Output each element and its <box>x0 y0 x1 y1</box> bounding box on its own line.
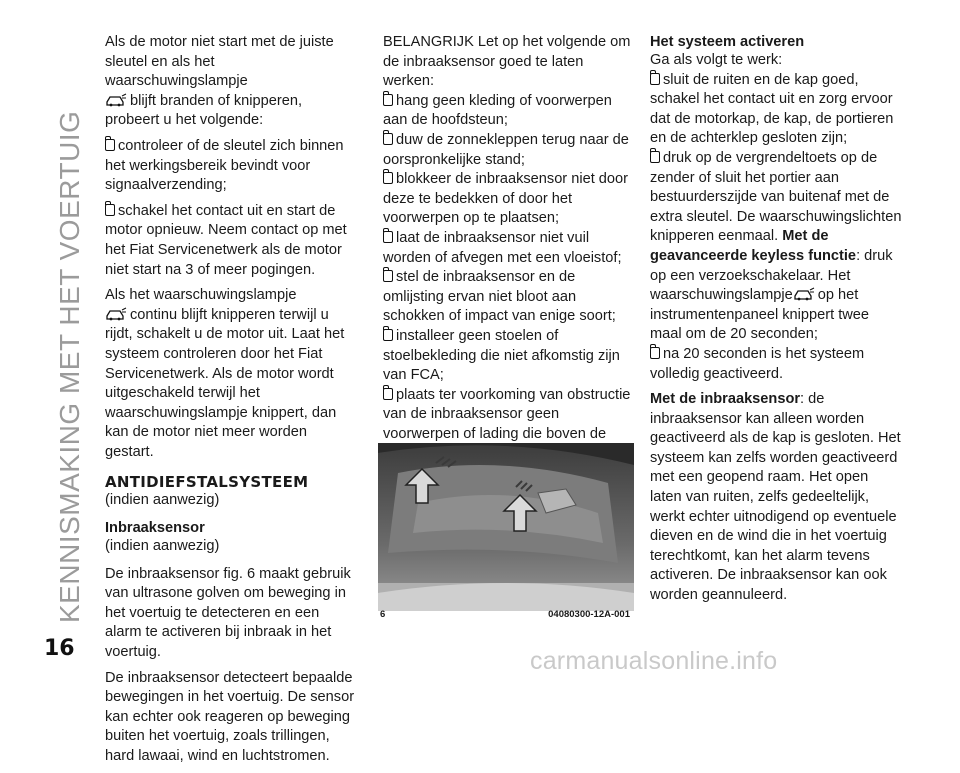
paragraph-warning: Als het waarschuwingslampje continu blijft knipperen terwijl u rijdt, schakelt u de motor uit. Laat het systeem controleren door het Fiat Servicenetwerk. Als de motor wordt uitgeschakeld terwijl het waarschuwingslampje knippert, dan kan de motor niet meer worden gestart. <box>105 287 345 460</box>
intrusion-sensor-photo <box>378 443 634 611</box>
bullet-icon <box>650 151 660 163</box>
activation-heading: Het systeem activeren <box>650 34 805 50</box>
column-3 <box>650 33 902 612</box>
chapter-title: KENNISMAKING MET HET VOERTUIG <box>54 110 85 623</box>
page-number: 16 <box>44 636 75 661</box>
paragraph-sensor-1: De inbraaksensor fig. 6 maakt gebruik van ultrasone golven om beweging in het voertuig te detecteren en een alarm te activeren bij inbraak in het voertuig. <box>105 565 351 661</box>
car-key-warning-icon <box>105 93 127 107</box>
car-key-warning-icon <box>793 287 815 301</box>
paragraph-important: BELANGRIJK Let op het volgende om de inbraaksensor goed te laten werken: <box>383 34 631 90</box>
bullet-item: na 20 seconden is het systeem volledig geactiveerd. <box>650 345 865 382</box>
paragraph-sensor-activation: Met de inbraaksensor: de inbraaksensor kan alleen worden geactiveerd als de kap is gesloten. Het systeem kan zelfs worden geactiveerd met een geopend raam. Het open laten van ruiten, zelfs gedeeltelijk, werkt echter uitnodigend op eventuele dieven en de wind die in het voertuig terechtkomt, kan het alarm tevens activeren. De inbraaksensor kan ook worden geannuleerd. <box>650 391 901 604</box>
bullet-icon <box>383 133 393 145</box>
bullet-item: schakel het contact uit en start de motor opnieuw. Neem contact op met het Fiat Servicenetwerk als de motor niet start na 3 of meer pogingen. <box>105 202 347 278</box>
figure-caption <box>378 609 634 623</box>
subsection-title: Inbraaksensor <box>105 520 205 537</box>
bullet-icon <box>383 94 393 106</box>
column-2 <box>383 33 635 484</box>
watermark: carmanualsonline.info <box>530 647 778 675</box>
bullet-item: controleer of de sleutel zich binnen het werkingsbereik bevindt voor signaalverzending; <box>105 137 344 194</box>
subsection-subtitle: (indien aanwezig) <box>105 538 220 555</box>
bullet-item: sluit de ruiten en de kap goed, schakel het contact uit en zorg ervoor dat de motorkap, de kap, de portieren en de achterklep gesloten zijn; <box>650 71 894 147</box>
paragraph-intro: Als de motor niet start met de juiste sleutel en als het waarschuwingslampje blijft branden of knipperen, probeert u het volgende: <box>105 34 334 129</box>
car-key-warning-icon <box>105 307 127 321</box>
bullet-item: stel de inbraaksensor en de omlijsting ervan niet bloot aan schokken of impact van enige soort; <box>383 269 616 325</box>
bullet-icon <box>383 388 393 400</box>
bullet-icon <box>105 139 115 151</box>
paragraph-sensor-2: De inbraaksensor detecteert bepaalde bewegingen in het voertuig. De sensor kan echter ook reageren op beweging buiten het voertuig, zoals trillingen, hard lawaai, wind en luchtstromen. <box>105 669 355 764</box>
bullet-icon <box>383 172 393 184</box>
bullet-icon <box>105 204 115 216</box>
chapter-sidebar <box>42 8 90 648</box>
figure-number: 6 <box>380 609 386 620</box>
column-1 <box>105 33 357 773</box>
section-title: ANTIDIEFSTALSYSTEEM <box>105 473 309 492</box>
bullet-icon <box>383 231 393 243</box>
bullet-item: hang geen kleding of voorwerpen aan de hoofdsteun; <box>383 92 612 129</box>
bullet-icon <box>383 270 393 282</box>
figure-code: 04080300-12A-001 <box>548 609 630 620</box>
bullet-item: plaats ter voorkoming van obstructie van de inbraaksensor geen voorwerpen of lading die boven de <box>383 386 631 442</box>
bullet-item: installeer geen stoelen of stoelbekleding die niet afkomstig zijn van FCA; <box>383 327 620 384</box>
bullet-item: laat de inbraaksensor niet vuil worden of afvegen met een vloeistof; <box>383 229 622 266</box>
bullet-icon <box>650 347 660 359</box>
figure-intrusion-sensor <box>378 443 634 611</box>
bullet-item: duw de zonnekleppen terug naar de oorspronkelijke stand; <box>383 131 629 168</box>
section-subtitle: (indien aanwezig) <box>105 492 220 509</box>
bullet-icon <box>650 73 660 85</box>
paragraph-steps-intro: Ga als volgt te werk: <box>650 52 783 68</box>
bullet-item: druk op de vergrendeltoets op de zender of sluit het portier aan bestuurderszijde van buitenaf met de extra sleutel. De waarschuwingslichten knipperen eenmaal. Met de geavanceerde keyless functie: druk op een verzoekschakelaar. Het waarschuwingslampje op het instrumentenpaneel knippert twee maal om de 20 seconden; <box>650 149 902 343</box>
bullet-item: blokkeer de inbraaksensor niet door deze te bedekken of door het voorwerpen op te plaatsen; <box>383 171 629 227</box>
bullet-icon <box>383 329 393 341</box>
